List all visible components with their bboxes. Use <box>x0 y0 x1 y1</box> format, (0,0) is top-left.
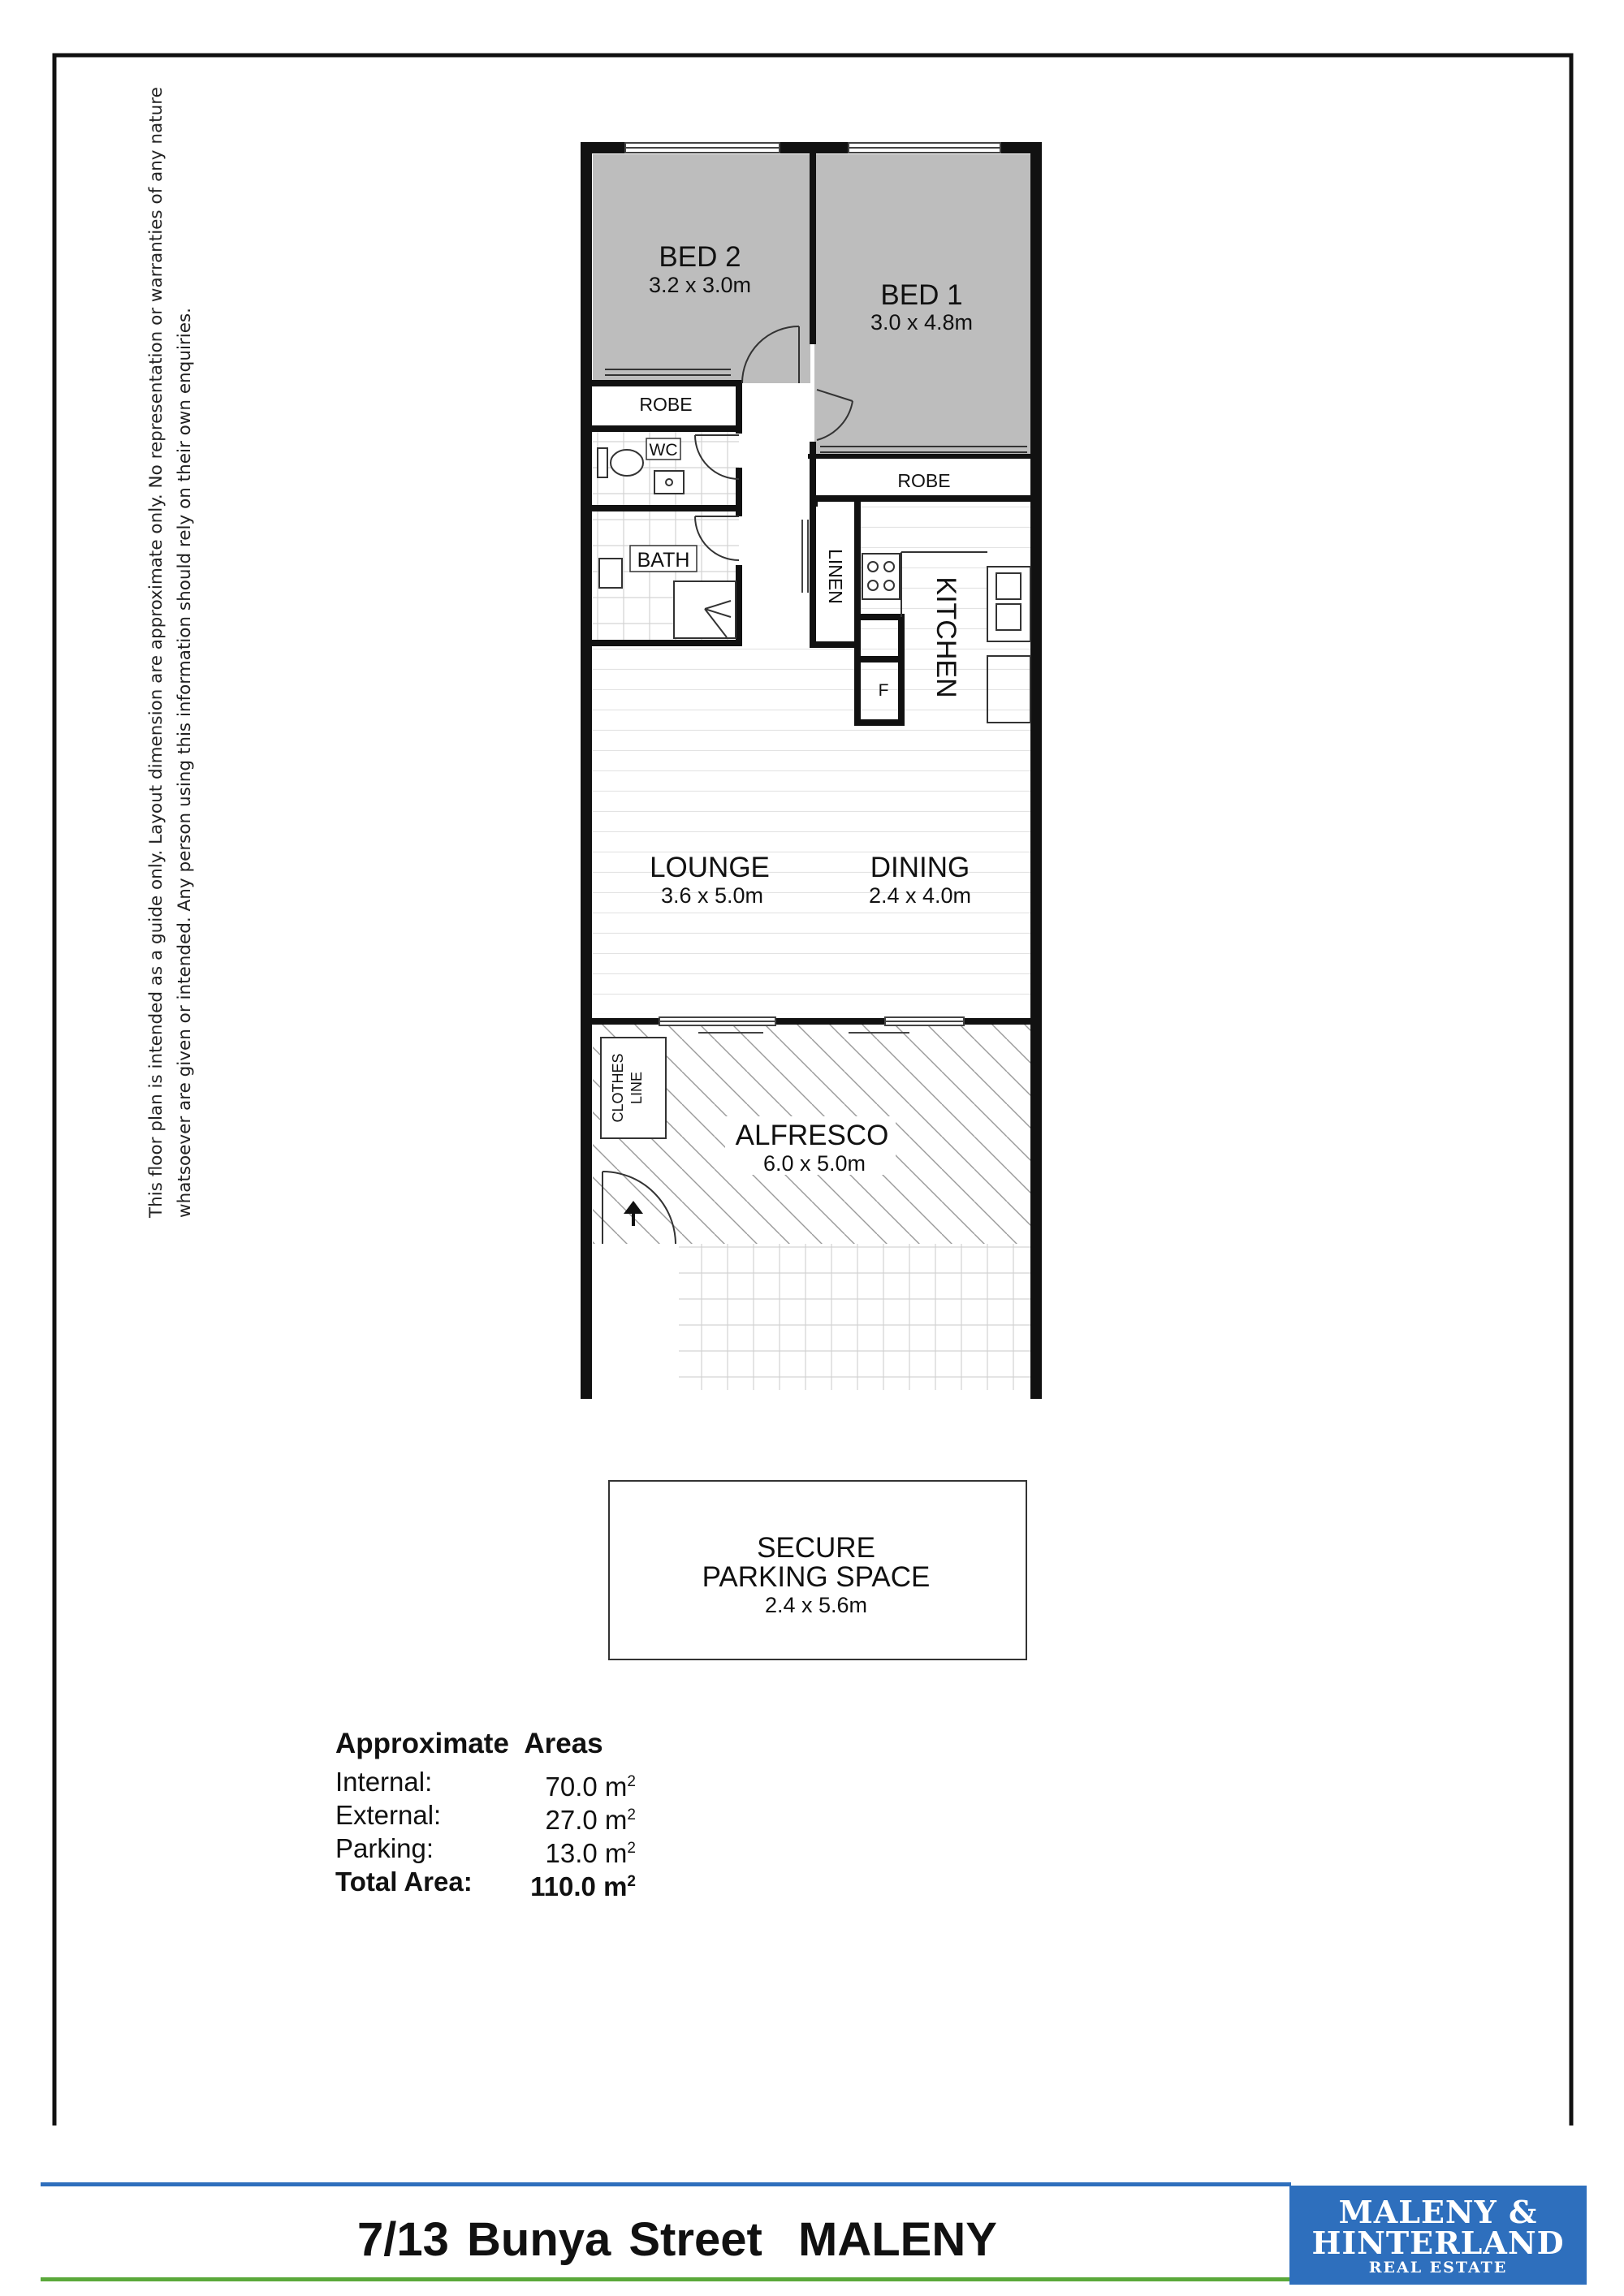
robe-label-bed1: ROBE <box>897 470 951 491</box>
bed2-label: BED 2 <box>659 241 741 273</box>
alfresco-dims: 6.0 x 5.0m <box>762 1151 866 1176</box>
logo-line-2: HINTERLAND <box>1311 2225 1565 2261</box>
dining-label: DINING <box>870 852 970 883</box>
robe-label-bed2: ROBE <box>639 394 693 415</box>
bed2-dims: 3.2 x 3.0m <box>648 273 752 297</box>
kitchen-label: KITCHEN <box>931 576 961 698</box>
disclaimer-line-2: whatsoever are given or intended. Any person using this information should rely on their own enquiries. <box>175 308 195 1218</box>
parking-dims: 2.4 x 5.6m <box>764 1593 868 1617</box>
disclaimer <box>142 81 199 1218</box>
area-row-total <box>335 1865 636 1901</box>
property-address: 7/13 Bunya Street MALENY <box>357 2213 997 2266</box>
area-value: 110.0 $m^2$ <box>530 1871 636 1901</box>
clothes-line-label: CLOTHES <box>610 1053 626 1123</box>
bed1-dims: 3.0 x 4.8m <box>870 310 974 334</box>
lounge-label: LOUNGE <box>650 852 770 883</box>
logo-line-3: REAL ESTATE <box>1368 2259 1508 2277</box>
logo-line-1: MALENY & <box>1338 2194 1538 2230</box>
areas-title: Approximate Areas <box>335 1728 603 1759</box>
disclaimer-line-1: This floor plan is intended as a guide only. Layout dimension are approximate only. No representation or warranties of any nature <box>146 87 166 1218</box>
area-row-external <box>335 1798 636 1835</box>
lounge-dims: 3.6 x 5.0m <box>660 883 764 908</box>
area-label: Parking: <box>335 1833 434 1863</box>
agency-logo[interactable] <box>1289 2186 1587 2285</box>
area-label: Total Area: <box>335 1867 473 1897</box>
alfresco-label: ALFRESCO <box>735 1120 889 1151</box>
approximate-areas <box>335 1728 636 1901</box>
area-row-parking <box>335 1832 636 1868</box>
parking-label-1: SECURE <box>757 1532 875 1564</box>
courtyard-floor <box>679 1244 1030 1390</box>
linen-shelves <box>802 520 808 593</box>
area-value: 27.0 $m^2$ <box>545 1805 636 1835</box>
bath-label: BATH <box>637 549 690 572</box>
bed1-label: BED 1 <box>880 279 963 311</box>
living-floor <box>593 643 1030 1014</box>
area-label: Internal: <box>335 1767 433 1797</box>
area-value: 70.0 $m^2$ <box>545 1772 636 1802</box>
wc-label: WC <box>649 441 678 460</box>
dining-dims: 2.4 x 4.0m <box>868 883 972 908</box>
area-label: External: <box>335 1800 442 1830</box>
fridge-label: F <box>878 681 889 700</box>
clothes-line-label-2: LINE <box>628 1071 645 1105</box>
footer-line-blue <box>41 2182 1291 2186</box>
linen-label: LINEN <box>825 549 846 604</box>
footer-line-green <box>41 2277 1291 2281</box>
area-value: 13.0 $m^2$ <box>545 1838 636 1868</box>
area-row-internal <box>335 1765 636 1802</box>
parking-label-2: PARKING SPACE <box>702 1561 931 1593</box>
